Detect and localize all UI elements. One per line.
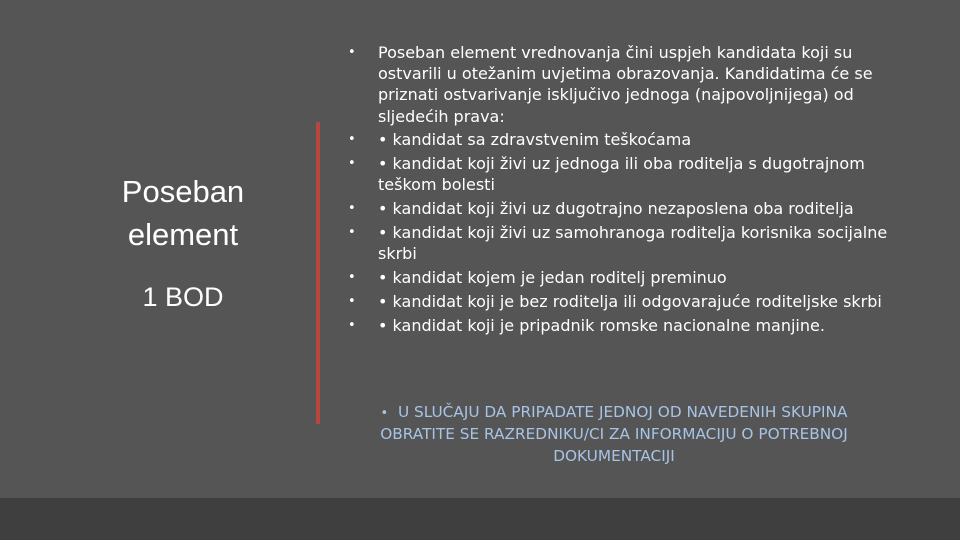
list-item bbox=[348, 222, 888, 264]
list-item-text: • kandidat koji živi uz jednoga ili oba roditelja s dugotrajnom teškom bolesti bbox=[378, 154, 865, 195]
list-item bbox=[348, 315, 888, 336]
list-item-text: • kandidat koji je bez roditelja ili odgovarajuće roditeljske skrbi bbox=[378, 291, 882, 311]
list-item-text: • kandidat koji je pripadnik romske nacionalne manjine. bbox=[378, 315, 825, 335]
list-item-text: • kandidat sa zdravstvenim teškoćama bbox=[378, 130, 692, 150]
slide-title bbox=[100, 170, 266, 315]
bullet-icon: • bbox=[348, 270, 356, 285]
list-item-text: Poseban element vrednovanja čini uspjeh kandidata koji su ostvarili u otežanim uvjetima obrazovanja. Kandidatima će se priznati ostvarivanje isključivo jednoga (najpovoljnijega) od sljedećih prava: bbox=[378, 43, 873, 126]
points-label: 1 BOD bbox=[142, 282, 224, 312]
content-area bbox=[348, 42, 888, 338]
list-item bbox=[348, 198, 888, 219]
note-bullet-icon: • bbox=[380, 406, 389, 421]
bullet-icon: • bbox=[348, 317, 356, 333]
list-item-text: • kandidat kojem je jedan roditelj preminuo bbox=[378, 268, 727, 287]
title-line-1: Poseban bbox=[121, 174, 245, 209]
bullet-icon: • bbox=[348, 201, 356, 217]
bullet-icon: • bbox=[348, 45, 356, 60]
bullet-icon: • bbox=[348, 132, 356, 148]
list-item-text: • kandidat koji živi uz samohranoga roditelja korisnika socijalne skrbi bbox=[378, 223, 888, 264]
bottom-band bbox=[0, 498, 960, 540]
list-item-text: • kandidat koji živi uz dugotrajno nezaposlena oba roditelja bbox=[378, 199, 854, 219]
note-text: U SLUČAJU DA PRIPADATE JEDNOJ OD NAVEDENIH SKUPINA OBRATITE SE RAZREDNIKU/CI ZA INFORMACIJU O POTREBNOJ DOKUMENTACIJI bbox=[380, 403, 848, 465]
list-item bbox=[348, 291, 888, 312]
list-item bbox=[348, 153, 888, 195]
bullet-icon: • bbox=[348, 225, 356, 240]
bullet-icon: • bbox=[348, 156, 356, 172]
accent-divider bbox=[316, 122, 320, 424]
list-item bbox=[348, 129, 888, 150]
bullet-icon: • bbox=[348, 293, 356, 309]
note-text-block bbox=[364, 402, 864, 467]
bullet-list bbox=[348, 42, 888, 336]
list-item bbox=[348, 267, 888, 288]
title-line-2: element bbox=[127, 217, 239, 252]
list-item bbox=[348, 42, 888, 127]
